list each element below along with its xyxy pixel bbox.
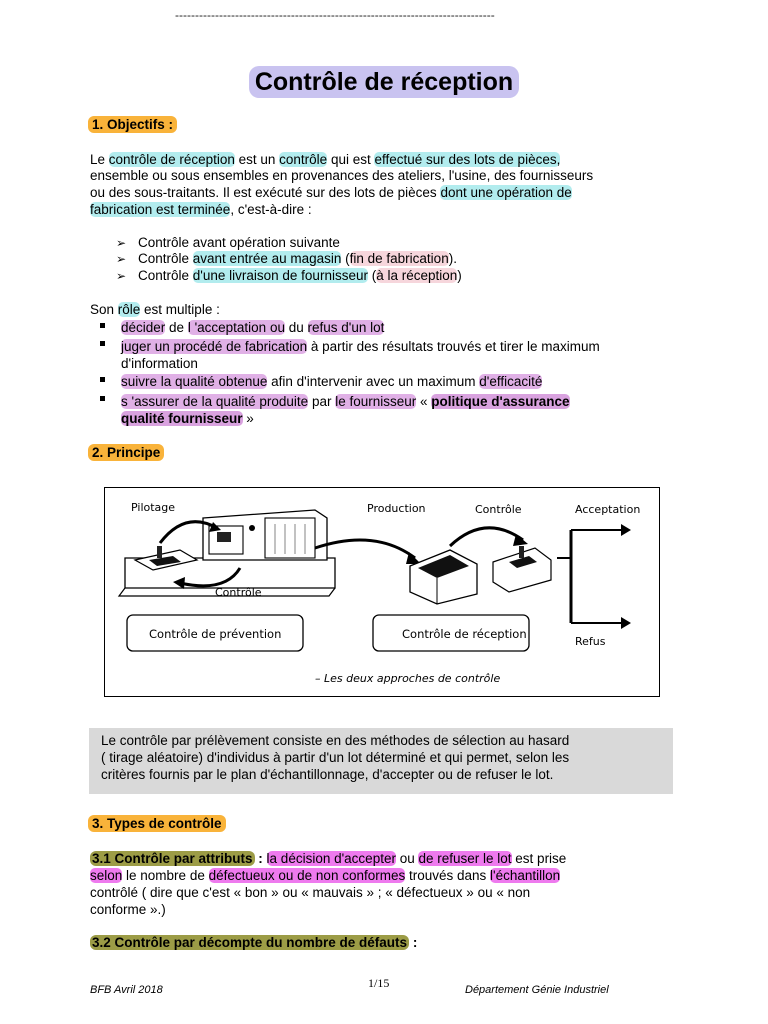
intro-line-2: ensemble ou sous ensembles en provenances des ateliers, l'usine, des fournisseurs xyxy=(90,168,594,183)
intro-highlight: fabrication est terminée xyxy=(90,202,231,217)
section-3-heading xyxy=(88,815,226,833)
role-highlight: qualité fournisseur xyxy=(121,411,243,426)
reception-box-label: Contrôle de réception xyxy=(402,627,527,641)
square-bullet-icon xyxy=(100,396,105,401)
intro-text: ou des sous-traitants. Il est exécuté sur des lots de pièces xyxy=(90,185,441,200)
page-number: 1/15 xyxy=(368,976,390,990)
section-1-title: 1. Objectifs : xyxy=(88,116,177,133)
section-2-title: 2. Principe xyxy=(88,444,164,461)
section-3-1-line-4: conforme ».) xyxy=(90,902,166,917)
diagram-illustration xyxy=(105,488,658,695)
production-label: Production xyxy=(367,502,426,515)
role-text: du xyxy=(284,320,308,335)
role-text: à partir des résultats trouvés et tirer le maximum xyxy=(307,339,600,354)
principle-diagram xyxy=(104,487,660,697)
refus-label: Refus xyxy=(575,635,606,648)
controle-label-bottom: Contrôle xyxy=(215,586,262,599)
controle-label-top: Contrôle xyxy=(475,503,522,516)
role-item-1 xyxy=(121,320,384,337)
role-text: Son xyxy=(90,302,118,317)
arrow-bullet-icon: ➢ xyxy=(116,269,127,283)
acceptation-label: Acceptation xyxy=(575,503,641,516)
section-3-1-line-1 xyxy=(90,851,566,868)
page-title xyxy=(0,68,768,97)
colon: : xyxy=(409,935,418,950)
intro-line-3 xyxy=(90,185,572,202)
section-1-heading xyxy=(88,116,177,134)
arrow-highlight: avant entrée au magasin xyxy=(192,251,342,266)
arrow-bullet-icon: ➢ xyxy=(116,236,127,250)
role-highlight: juger un procédé de fabrication xyxy=(121,339,308,354)
role-highlight: rôle xyxy=(117,302,141,317)
role-text: afin d'intervenir avec un maximum xyxy=(267,374,480,389)
role-item-3 xyxy=(121,374,542,391)
section-3-1-title: 3.1 Contrôle par attributs xyxy=(92,851,253,866)
square-bullet-icon xyxy=(100,323,105,328)
intro-text: Le xyxy=(90,152,109,167)
role-text: est multiple : xyxy=(140,302,220,317)
role-text: » xyxy=(242,411,254,426)
intro-highlight: dont une opération de xyxy=(440,185,572,200)
role-highlight: d'efficacité xyxy=(479,374,543,389)
sampling-line-2: ( tirage aléatoire) d'individus à partir d'un lot déterminé et qui permet, selon les xyxy=(101,750,570,765)
intro-text: , c'est-à-dire : xyxy=(230,202,312,217)
section-3-title: 3. Types de contrôle xyxy=(88,815,226,832)
role-text: de xyxy=(165,320,188,335)
intro-text: qui est xyxy=(327,152,375,167)
page-title-text: Contrôle de réception xyxy=(249,66,519,98)
role-item-4-cont xyxy=(121,411,254,428)
arrow-text: ( xyxy=(341,251,350,266)
intro-highlight: contrôle de réception xyxy=(108,152,235,167)
intro-line-1 xyxy=(90,152,560,169)
header-dashes: -------------------------------------------------------------------------------- xyxy=(175,8,495,22)
arrow-item-2 xyxy=(138,251,457,268)
intro-line-4 xyxy=(90,202,312,219)
s31-highlight: selon xyxy=(90,868,123,883)
s31-text: est prise xyxy=(511,851,567,866)
footer-left: BFB Avril 2018 xyxy=(90,984,163,996)
arrow-bullet-icon: ➢ xyxy=(116,252,127,266)
role-item-4 xyxy=(121,394,570,411)
section-3-2-title: 3.2 Contrôle par décompte du nombre de défauts xyxy=(92,935,408,950)
role-highlight: décider xyxy=(121,320,166,335)
arrow-text: ) xyxy=(457,268,462,283)
s31-highlight: la décision d'accepter xyxy=(266,851,396,866)
pilotage-label: Pilotage xyxy=(131,501,176,514)
s31-highlight: de refuser le lot xyxy=(418,851,512,866)
square-bullet-icon xyxy=(100,377,105,382)
arrow-highlight: d'une livraison de fournisseur xyxy=(192,268,368,283)
arrow-text: Contrôle xyxy=(138,251,193,266)
role-highlight: politique d'assurance xyxy=(431,394,570,409)
role-highlight: suivre la qualité obtenue xyxy=(121,374,268,389)
s31-text: trouvés dans xyxy=(405,868,491,883)
diagram-caption: – Les deux approches de contrôle xyxy=(315,672,501,685)
s31-text: ou xyxy=(395,851,419,866)
section-3-2-heading xyxy=(90,935,417,952)
prevention-box-label: Contrôle de prévention xyxy=(149,627,282,641)
square-bullet-icon xyxy=(100,341,105,346)
s31-highlight: défectueux ou de non conformes xyxy=(208,868,406,883)
intro-text: est un xyxy=(234,152,280,167)
role-highlight: refus d'un lot xyxy=(307,320,385,335)
arrow-item-1: Contrôle avant opération suivante xyxy=(138,235,340,250)
arrow-text: ). xyxy=(448,251,457,266)
role-text: par xyxy=(308,394,336,409)
footer-right: Département Génie Industriel xyxy=(465,984,609,996)
role-highlight: le fournisseur xyxy=(335,394,417,409)
sampling-definition-box xyxy=(89,728,673,794)
s31-text: le nombre de xyxy=(122,868,209,883)
arrow-highlight: à la réception xyxy=(376,268,458,283)
section-2-heading xyxy=(88,444,164,462)
role-intro xyxy=(90,302,220,319)
role-highlight: s 'assurer de la qualité produite xyxy=(121,394,309,409)
role-text: « xyxy=(416,394,432,409)
sampling-line-3: critères fournis par le plan d'échantillonnage, d'accepter ou de refuser le lot. xyxy=(101,767,554,782)
controle-arrow xyxy=(450,528,523,546)
arrow-text: ( xyxy=(367,268,377,283)
role-item-2 xyxy=(121,339,600,356)
colon: : xyxy=(254,851,263,866)
intro-highlight: contrôle xyxy=(279,152,328,167)
role-item-2-cont: d'information xyxy=(121,356,198,371)
section-3-1-line-2 xyxy=(90,868,560,885)
s31-highlight: l'échantillon xyxy=(490,868,561,883)
arrow-item-3 xyxy=(138,268,462,285)
arrow-text: Contrôle xyxy=(138,268,193,283)
section-3-1-line-3: contrôlé ( dire que c'est « bon » ou « mauvais » ; « défectueux » ou « non xyxy=(90,885,531,900)
intro-highlight: effectué sur des lots de pièces, xyxy=(374,152,561,167)
sampling-line-1: Le contrôle par prélèvement consiste en des méthodes de sélection au hasard xyxy=(101,733,570,748)
role-highlight: l 'acceptation ou xyxy=(187,320,285,335)
production-arrow xyxy=(315,540,415,558)
arrow-highlight: fin de fabrication xyxy=(349,251,449,266)
